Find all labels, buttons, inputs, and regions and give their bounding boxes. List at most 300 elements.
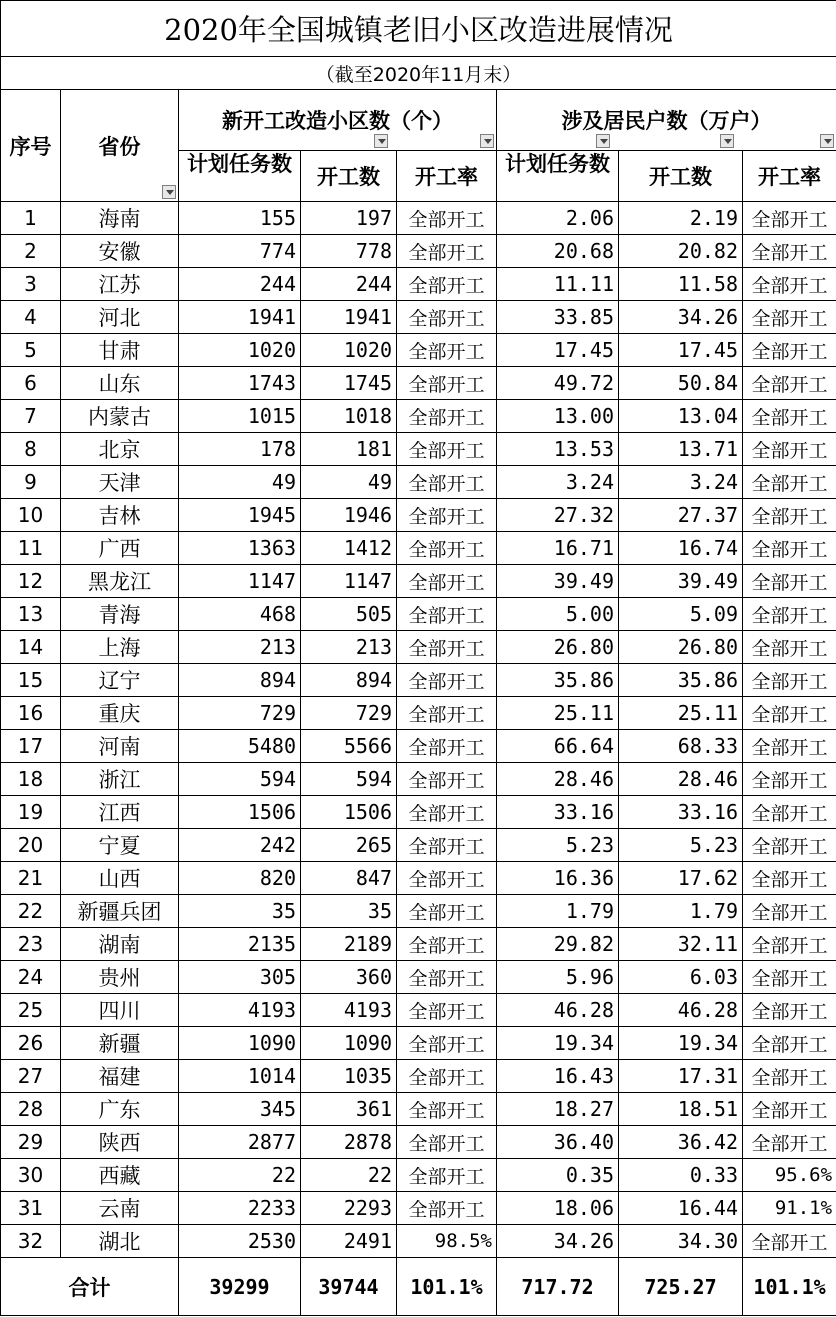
cell-plan-households: 49.72 xyxy=(497,367,619,400)
cell-rate-communities: 98.5% xyxy=(397,1225,497,1258)
cell-plan-households: 13.53 xyxy=(497,433,619,466)
cell-started-households: 6.03 xyxy=(619,961,743,994)
cell-rate-households: 全部开工 xyxy=(743,730,836,763)
cell-province: 上海 xyxy=(61,631,179,664)
cell-plan-households: 3.24 xyxy=(497,466,619,499)
cell-rate-households: 全部开工 xyxy=(743,499,836,532)
cell-seq: 11 xyxy=(1,532,61,565)
table-row xyxy=(1,598,836,631)
table-row xyxy=(1,334,836,367)
cell-seq: 2 xyxy=(1,235,61,268)
header-seq: 序号 xyxy=(1,90,61,202)
cell-started-households: 2.19 xyxy=(619,202,743,235)
cell-started-communities: 594 xyxy=(301,763,397,796)
table-row xyxy=(1,1093,836,1126)
cell-plan-communities: 2135 xyxy=(179,928,301,961)
cell-started-communities: 1035 xyxy=(301,1060,397,1093)
header-group-communities: 新开工改造小区数（个） xyxy=(179,90,497,151)
header-rate-communities: 开工率 xyxy=(397,151,497,202)
cell-province: 北京 xyxy=(61,433,179,466)
cell-plan-communities: 2233 xyxy=(179,1192,301,1225)
cell-rate-communities: 全部开工 xyxy=(397,565,497,598)
table-row xyxy=(1,829,836,862)
cell-seq: 10 xyxy=(1,499,61,532)
cell-rate-households: 91.1% xyxy=(743,1192,836,1225)
cell-started-communities: 35 xyxy=(301,895,397,928)
cell-plan-households: 27.32 xyxy=(497,499,619,532)
cell-rate-households: 全部开工 xyxy=(743,1060,836,1093)
cell-seq: 21 xyxy=(1,862,61,895)
table-row xyxy=(1,664,836,697)
cell-started-households: 26.80 xyxy=(619,631,743,664)
cell-rate-households: 全部开工 xyxy=(743,202,836,235)
cell-started-communities: 1745 xyxy=(301,367,397,400)
filter-dropdown-icon[interactable] xyxy=(480,134,494,148)
cell-started-households: 0.33 xyxy=(619,1159,743,1192)
cell-province: 重庆 xyxy=(61,697,179,730)
cell-rate-households: 全部开工 xyxy=(743,928,836,961)
cell-plan-households: 25.11 xyxy=(497,697,619,730)
cell-started-communities: 1147 xyxy=(301,565,397,598)
cell-plan-communities: 1020 xyxy=(179,334,301,367)
cell-started-communities: 1506 xyxy=(301,796,397,829)
cell-plan-communities: 213 xyxy=(179,631,301,664)
cell-started-communities: 360 xyxy=(301,961,397,994)
cell-plan-households: 5.96 xyxy=(497,961,619,994)
cell-province: 黑龙江 xyxy=(61,565,179,598)
total-row xyxy=(1,1258,836,1316)
table-row xyxy=(1,1027,836,1060)
cell-province: 湖南 xyxy=(61,928,179,961)
cell-rate-households: 全部开工 xyxy=(743,862,836,895)
cell-province: 江西 xyxy=(61,796,179,829)
cell-seq: 17 xyxy=(1,730,61,763)
cell-started-households: 16.44 xyxy=(619,1192,743,1225)
cell-rate-communities: 全部开工 xyxy=(397,928,497,961)
cell-province: 河北 xyxy=(61,301,179,334)
filter-dropdown-icon[interactable] xyxy=(720,134,734,148)
header-plan-communities: 计划任务数 xyxy=(179,151,301,202)
cell-seq: 23 xyxy=(1,928,61,961)
cell-rate-households: 全部开工 xyxy=(743,466,836,499)
filter-dropdown-icon[interactable] xyxy=(596,134,610,148)
cell-province: 海南 xyxy=(61,202,179,235)
table-row xyxy=(1,763,836,796)
table-row xyxy=(1,928,836,961)
table-row xyxy=(1,433,836,466)
cell-plan-households: 5.00 xyxy=(497,598,619,631)
page-title: 2020年全国城镇老旧小区改造进展情况 xyxy=(1,1,836,57)
cell-started-communities: 2189 xyxy=(301,928,397,961)
cell-province: 广西 xyxy=(61,532,179,565)
cell-rate-households: 全部开工 xyxy=(743,961,836,994)
cell-started-households: 1.79 xyxy=(619,895,743,928)
cell-seq: 8 xyxy=(1,433,61,466)
cell-rate-households: 全部开工 xyxy=(743,1027,836,1060)
cell-seq: 20 xyxy=(1,829,61,862)
cell-started-households: 36.42 xyxy=(619,1126,743,1159)
cell-rate-households: 全部开工 xyxy=(743,598,836,631)
cell-rate-households: 全部开工 xyxy=(743,631,836,664)
table-row xyxy=(1,1126,836,1159)
cell-seq: 29 xyxy=(1,1126,61,1159)
table-row xyxy=(1,466,836,499)
cell-province: 福建 xyxy=(61,1060,179,1093)
cell-rate-communities: 全部开工 xyxy=(397,1093,497,1126)
total-rate-communities: 101.1% xyxy=(397,1258,497,1316)
cell-rate-communities: 全部开工 xyxy=(397,862,497,895)
cell-plan-households: 16.71 xyxy=(497,532,619,565)
cell-plan-communities: 1945 xyxy=(179,499,301,532)
cell-started-communities: 729 xyxy=(301,697,397,730)
cell-plan-households: 18.06 xyxy=(497,1192,619,1225)
cell-plan-communities: 1941 xyxy=(179,301,301,334)
cell-started-communities: 197 xyxy=(301,202,397,235)
cell-started-communities: 49 xyxy=(301,466,397,499)
cell-province: 辽宁 xyxy=(61,664,179,697)
cell-seq: 14 xyxy=(1,631,61,664)
cell-started-households: 32.11 xyxy=(619,928,743,961)
cell-started-households: 17.62 xyxy=(619,862,743,895)
cell-started-communities: 22 xyxy=(301,1159,397,1192)
total-started-households: 725.27 xyxy=(619,1258,743,1316)
cell-started-communities: 181 xyxy=(301,433,397,466)
cell-seq: 7 xyxy=(1,400,61,433)
cell-plan-communities: 2530 xyxy=(179,1225,301,1258)
filter-dropdown-icon[interactable] xyxy=(374,134,388,148)
cell-plan-communities: 1014 xyxy=(179,1060,301,1093)
cell-plan-communities: 2877 xyxy=(179,1126,301,1159)
cell-started-communities: 5566 xyxy=(301,730,397,763)
cell-province: 新疆 xyxy=(61,1027,179,1060)
cell-started-communities: 1090 xyxy=(301,1027,397,1060)
cell-seq: 26 xyxy=(1,1027,61,1060)
cell-rate-communities: 全部开工 xyxy=(397,697,497,730)
cell-started-households: 5.23 xyxy=(619,829,743,862)
cell-plan-households: 17.45 xyxy=(497,334,619,367)
cell-rate-communities: 全部开工 xyxy=(397,268,497,301)
cell-province: 甘肃 xyxy=(61,334,179,367)
cell-rate-communities: 全部开工 xyxy=(397,1159,497,1192)
cell-rate-communities: 全部开工 xyxy=(397,796,497,829)
cell-province: 宁夏 xyxy=(61,829,179,862)
cell-rate-communities: 全部开工 xyxy=(397,400,497,433)
cell-plan-communities: 594 xyxy=(179,763,301,796)
cell-plan-communities: 774 xyxy=(179,235,301,268)
cell-rate-households: 全部开工 xyxy=(743,433,836,466)
cell-plan-households: 29.82 xyxy=(497,928,619,961)
cell-seq: 18 xyxy=(1,763,61,796)
cell-rate-households: 全部开工 xyxy=(743,763,836,796)
table-row xyxy=(1,730,836,763)
cell-plan-households: 16.43 xyxy=(497,1060,619,1093)
cell-started-communities: 1020 xyxy=(301,334,397,367)
cell-started-communities: 505 xyxy=(301,598,397,631)
cell-province: 湖北 xyxy=(61,1225,179,1258)
cell-seq: 13 xyxy=(1,598,61,631)
cell-started-households: 68.33 xyxy=(619,730,743,763)
cell-rate-communities: 全部开工 xyxy=(397,763,497,796)
cell-rate-communities: 全部开工 xyxy=(397,598,497,631)
cell-started-communities: 847 xyxy=(301,862,397,895)
cell-seq: 12 xyxy=(1,565,61,598)
cell-seq: 5 xyxy=(1,334,61,367)
cell-rate-communities: 全部开工 xyxy=(397,1060,497,1093)
cell-started-communities: 1412 xyxy=(301,532,397,565)
cell-started-communities: 1018 xyxy=(301,400,397,433)
cell-plan-households: 36.40 xyxy=(497,1126,619,1159)
cell-plan-communities: 345 xyxy=(179,1093,301,1126)
cell-province: 吉林 xyxy=(61,499,179,532)
cell-plan-communities: 155 xyxy=(179,202,301,235)
cell-plan-households: 34.26 xyxy=(497,1225,619,1258)
cell-started-households: 20.82 xyxy=(619,235,743,268)
cell-started-communities: 4193 xyxy=(301,994,397,1027)
total-plan-communities: 39299 xyxy=(179,1258,301,1316)
cell-rate-communities: 全部开工 xyxy=(397,301,497,334)
cell-plan-households: 0.35 xyxy=(497,1159,619,1192)
cell-rate-communities: 全部开工 xyxy=(397,1126,497,1159)
cell-rate-communities: 全部开工 xyxy=(397,631,497,664)
header-started-households: 开工数 xyxy=(619,151,743,202)
cell-rate-communities: 全部开工 xyxy=(397,334,497,367)
cell-started-households: 27.37 xyxy=(619,499,743,532)
cell-started-households: 46.28 xyxy=(619,994,743,1027)
cell-province: 山东 xyxy=(61,367,179,400)
cell-started-households: 13.71 xyxy=(619,433,743,466)
table-row xyxy=(1,499,836,532)
cell-seq: 15 xyxy=(1,664,61,697)
header-rate-households: 开工率 xyxy=(743,151,836,202)
cell-rate-communities: 全部开工 xyxy=(397,829,497,862)
cell-plan-communities: 1147 xyxy=(179,565,301,598)
cell-seq: 1 xyxy=(1,202,61,235)
cell-rate-communities: 全部开工 xyxy=(397,466,497,499)
cell-plan-households: 16.36 xyxy=(497,862,619,895)
cell-rate-households: 全部开工 xyxy=(743,1126,836,1159)
header-province: 省份 xyxy=(61,90,179,202)
cell-seq: 9 xyxy=(1,466,61,499)
table-row xyxy=(1,1060,836,1093)
cell-started-households: 25.11 xyxy=(619,697,743,730)
cell-started-communities: 213 xyxy=(301,631,397,664)
cell-started-households: 17.31 xyxy=(619,1060,743,1093)
total-plan-households: 717.72 xyxy=(497,1258,619,1316)
cell-rate-households: 全部开工 xyxy=(743,1093,836,1126)
cell-plan-households: 28.46 xyxy=(497,763,619,796)
cell-plan-communities: 4193 xyxy=(179,994,301,1027)
cell-plan-communities: 1090 xyxy=(179,1027,301,1060)
cell-seq: 27 xyxy=(1,1060,61,1093)
table-row xyxy=(1,202,836,235)
cell-rate-communities: 全部开工 xyxy=(397,235,497,268)
cell-plan-households: 66.64 xyxy=(497,730,619,763)
cell-seq: 4 xyxy=(1,301,61,334)
cell-rate-households: 全部开工 xyxy=(743,400,836,433)
cell-started-households: 39.49 xyxy=(619,565,743,598)
header-group-households: 涉及居民户数（万户） xyxy=(497,90,836,151)
cell-plan-households: 11.11 xyxy=(497,268,619,301)
header-plan-households: 计划任务数 xyxy=(497,151,619,202)
cell-seq: 30 xyxy=(1,1159,61,1192)
cell-province: 青海 xyxy=(61,598,179,631)
cell-province: 新疆兵团 xyxy=(61,895,179,928)
table-row xyxy=(1,565,836,598)
total-started-communities: 39744 xyxy=(301,1258,397,1316)
cell-province: 四川 xyxy=(61,994,179,1027)
cell-plan-communities: 49 xyxy=(179,466,301,499)
cell-plan-communities: 1506 xyxy=(179,796,301,829)
cell-started-communities: 2491 xyxy=(301,1225,397,1258)
table-row xyxy=(1,961,836,994)
cell-seq: 32 xyxy=(1,1225,61,1258)
cell-started-households: 3.24 xyxy=(619,466,743,499)
cell-province: 广东 xyxy=(61,1093,179,1126)
table-row xyxy=(1,1192,836,1225)
cell-rate-households: 全部开工 xyxy=(743,829,836,862)
cell-started-households: 17.45 xyxy=(619,334,743,367)
cell-seq: 24 xyxy=(1,961,61,994)
cell-seq: 28 xyxy=(1,1093,61,1126)
cell-province: 安徽 xyxy=(61,235,179,268)
cell-rate-communities: 全部开工 xyxy=(397,433,497,466)
cell-province: 陕西 xyxy=(61,1126,179,1159)
cell-plan-communities: 820 xyxy=(179,862,301,895)
cell-plan-households: 18.27 xyxy=(497,1093,619,1126)
table-row xyxy=(1,301,836,334)
filter-dropdown-icon[interactable] xyxy=(162,185,176,199)
cell-rate-households: 全部开工 xyxy=(743,994,836,1027)
cell-rate-communities: 全部开工 xyxy=(397,994,497,1027)
cell-rate-communities: 全部开工 xyxy=(397,895,497,928)
table-row xyxy=(1,1159,836,1192)
cell-rate-communities: 全部开工 xyxy=(397,961,497,994)
header-started-communities: 开工数 xyxy=(301,151,397,202)
cell-rate-households: 全部开工 xyxy=(743,565,836,598)
cell-province: 浙江 xyxy=(61,763,179,796)
cell-plan-communities: 35 xyxy=(179,895,301,928)
cell-seq: 31 xyxy=(1,1192,61,1225)
cell-rate-households: 全部开工 xyxy=(743,301,836,334)
cell-plan-households: 26.80 xyxy=(497,631,619,664)
cell-started-communities: 2878 xyxy=(301,1126,397,1159)
table-row xyxy=(1,697,836,730)
cell-rate-communities: 全部开工 xyxy=(397,730,497,763)
cell-rate-households: 全部开工 xyxy=(743,895,836,928)
total-label: 合计 xyxy=(1,1258,179,1316)
table-row xyxy=(1,235,836,268)
cell-province: 内蒙古 xyxy=(61,400,179,433)
cell-plan-communities: 1743 xyxy=(179,367,301,400)
cell-province: 江苏 xyxy=(61,268,179,301)
cell-plan-communities: 468 xyxy=(179,598,301,631)
cell-seq: 25 xyxy=(1,994,61,1027)
cell-province: 河南 xyxy=(61,730,179,763)
cell-started-communities: 2293 xyxy=(301,1192,397,1225)
table-row xyxy=(1,367,836,400)
cell-rate-communities: 全部开工 xyxy=(397,202,497,235)
cell-plan-households: 33.85 xyxy=(497,301,619,334)
cell-rate-communities: 全部开工 xyxy=(397,664,497,697)
page-subtitle: （截至2020年11月末） xyxy=(1,57,836,90)
cell-started-households: 33.16 xyxy=(619,796,743,829)
cell-rate-households: 全部开工 xyxy=(743,268,836,301)
cell-started-households: 35.86 xyxy=(619,664,743,697)
cell-rate-households: 全部开工 xyxy=(743,664,836,697)
table-row xyxy=(1,268,836,301)
table-row xyxy=(1,532,836,565)
cell-province: 天津 xyxy=(61,466,179,499)
cell-plan-communities: 22 xyxy=(179,1159,301,1192)
cell-plan-communities: 1015 xyxy=(179,400,301,433)
cell-province: 山西 xyxy=(61,862,179,895)
cell-plan-households: 13.00 xyxy=(497,400,619,433)
cell-rate-households: 95.6% xyxy=(743,1159,836,1192)
cell-province: 西藏 xyxy=(61,1159,179,1192)
cell-province: 云南 xyxy=(61,1192,179,1225)
cell-plan-households: 2.06 xyxy=(497,202,619,235)
cell-rate-communities: 全部开工 xyxy=(397,1027,497,1060)
cell-started-households: 28.46 xyxy=(619,763,743,796)
cell-plan-communities: 5480 xyxy=(179,730,301,763)
cell-started-communities: 894 xyxy=(301,664,397,697)
cell-started-households: 16.74 xyxy=(619,532,743,565)
cell-rate-communities: 全部开工 xyxy=(397,1192,497,1225)
filter-dropdown-icon[interactable] xyxy=(820,134,834,148)
cell-seq: 16 xyxy=(1,697,61,730)
cell-plan-households: 1.79 xyxy=(497,895,619,928)
cell-started-communities: 778 xyxy=(301,235,397,268)
cell-plan-communities: 244 xyxy=(179,268,301,301)
cell-seq: 6 xyxy=(1,367,61,400)
cell-plan-households: 19.34 xyxy=(497,1027,619,1060)
cell-rate-households: 全部开工 xyxy=(743,532,836,565)
cell-started-households: 18.51 xyxy=(619,1093,743,1126)
table-row xyxy=(1,796,836,829)
cell-started-households: 13.04 xyxy=(619,400,743,433)
cell-seq: 22 xyxy=(1,895,61,928)
cell-started-households: 34.30 xyxy=(619,1225,743,1258)
cell-plan-communities: 305 xyxy=(179,961,301,994)
cell-rate-households: 全部开工 xyxy=(743,796,836,829)
cell-plan-households: 20.68 xyxy=(497,235,619,268)
cell-rate-households: 全部开工 xyxy=(743,697,836,730)
cell-plan-households: 46.28 xyxy=(497,994,619,1027)
cell-plan-communities: 242 xyxy=(179,829,301,862)
cell-started-communities: 265 xyxy=(301,829,397,862)
cell-rate-communities: 全部开工 xyxy=(397,499,497,532)
table-row xyxy=(1,631,836,664)
cell-started-communities: 1946 xyxy=(301,499,397,532)
cell-rate-households: 全部开工 xyxy=(743,1225,836,1258)
table-row xyxy=(1,1225,836,1258)
cell-rate-households: 全部开工 xyxy=(743,367,836,400)
cell-started-communities: 361 xyxy=(301,1093,397,1126)
cell-started-households: 5.09 xyxy=(619,598,743,631)
cell-rate-communities: 全部开工 xyxy=(397,532,497,565)
cell-rate-communities: 全部开工 xyxy=(397,367,497,400)
cell-plan-communities: 894 xyxy=(179,664,301,697)
total-rate-households: 101.1% xyxy=(743,1258,836,1316)
table-row xyxy=(1,400,836,433)
cell-seq: 19 xyxy=(1,796,61,829)
cell-started-households: 34.26 xyxy=(619,301,743,334)
table-row xyxy=(1,862,836,895)
cell-seq: 3 xyxy=(1,268,61,301)
cell-started-communities: 1941 xyxy=(301,301,397,334)
cell-province: 贵州 xyxy=(61,961,179,994)
table-row xyxy=(1,895,836,928)
